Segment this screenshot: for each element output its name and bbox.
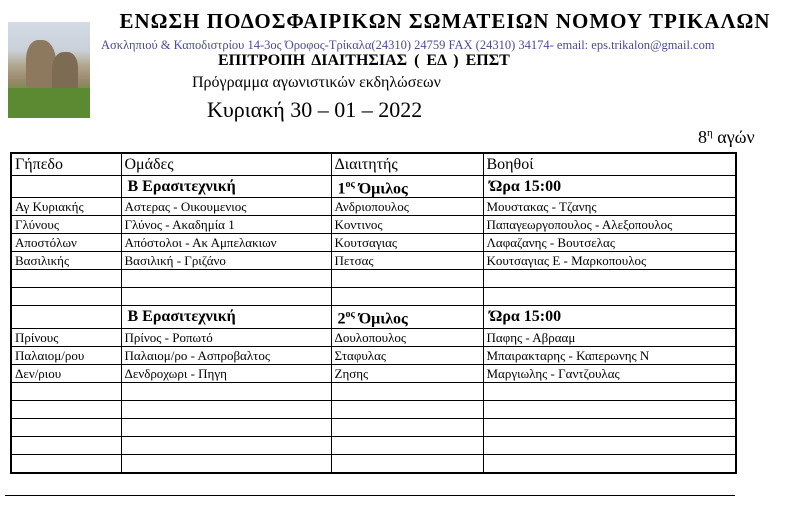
table-row xyxy=(11,216,736,234)
table-row xyxy=(11,328,736,346)
assistants-cell: Μουστακας - Τζανης xyxy=(483,198,736,216)
group-number: 1 xyxy=(337,180,346,198)
assistants-cell: Μαργιωλης - Γαντζουλας xyxy=(483,364,736,382)
empty-row xyxy=(11,400,736,418)
table-row xyxy=(11,364,736,382)
committee-name: ΕΠΙΤΡΟΠΗ ΔΙΑΙΤΗΣΙΑΣ ( ΕΔ ) ΕΠΣΤ xyxy=(218,52,510,69)
col-header-teams: Ομάδες xyxy=(121,153,331,176)
referee-cell: Πετσας xyxy=(331,252,483,270)
group-time: Ώρα 15:00 xyxy=(483,176,736,198)
teams-cell: Απόστολοι - Ακ Αμπελακιων xyxy=(121,234,331,252)
federation-address: Ασκληπιού & Καποδιστρίου 14-3ος Όροφος-Τρίκαλα(24310) 24759 FAX (24310) 34174- email: eps.trikalon@gmail.com xyxy=(101,38,715,52)
referee-cell: Σταφυλας xyxy=(331,346,483,364)
empty-row xyxy=(11,436,736,454)
col-header-venue: Γήπεδο xyxy=(11,153,121,176)
group-empty-cell xyxy=(11,176,121,198)
meteora-photo xyxy=(8,22,90,118)
table-row xyxy=(11,234,736,252)
group-suffix: ος xyxy=(345,179,355,190)
assistants-cell: Λαφαζανης - Βουτσελας xyxy=(483,234,736,252)
referee-cell: Κουτσαγιας xyxy=(331,234,483,252)
group-division: Β Ερασιτεχνική xyxy=(121,176,331,198)
col-header-referee: Διαιτητής xyxy=(331,153,483,176)
group-header-row xyxy=(11,176,736,198)
referee-cell: Κοντινος xyxy=(331,216,483,234)
table-row xyxy=(11,346,736,364)
teams-cell: Παλαιομ/ρο - Ασπροβαλτος xyxy=(121,346,331,364)
match-date: Κυριακή 30 – 01 – 2022 xyxy=(207,97,423,122)
venue-cell: Αποστόλων xyxy=(11,234,121,252)
teams-cell: Πρίνος - Ροπωτό xyxy=(121,328,331,346)
group-division: Β Ερασιτεχνική xyxy=(121,306,331,328)
photo-vegetation xyxy=(8,88,90,118)
round-word: αγών xyxy=(717,127,755,147)
venue-cell: Αγ Κυριακής xyxy=(11,198,121,216)
venue-cell: Δεν/ριου xyxy=(11,364,121,382)
assistants-cell: Μπαιρακταρης - Καπερωνης Ν xyxy=(483,346,736,364)
assistants-cell: Παφης - Αβρααμ xyxy=(483,328,736,346)
venue-cell: Γλύνους xyxy=(11,216,121,234)
group-header-row xyxy=(11,306,736,328)
round-suffix: η xyxy=(707,127,713,139)
empty-row xyxy=(11,288,736,306)
program-heading: Πρόγραμμα αγωνιστικών εκδηλώσεων xyxy=(192,74,441,91)
table-row xyxy=(11,198,736,216)
teams-cell: Αστερας - Οικουμενιος xyxy=(121,198,331,216)
col-header-assistants: Βοηθοί xyxy=(483,153,736,176)
round-number: 8 xyxy=(698,127,707,147)
empty-row xyxy=(11,270,736,288)
photo-rock-right xyxy=(52,52,78,90)
assistants-cell: Παπαγεωργοπουλος - Αλεξοπουλος xyxy=(483,216,736,234)
round-label xyxy=(698,127,755,148)
teams-cell: Γλύνος - Ακαδημία 1 xyxy=(121,216,331,234)
referee-cell: Ζησης xyxy=(331,364,483,382)
teams-cell: Βασιλική - Γριζάνο xyxy=(121,252,331,270)
table-row xyxy=(11,252,736,270)
referee-cell: Ανδριοπουλος xyxy=(331,198,483,216)
venue-cell: Πρίνους xyxy=(11,328,121,346)
group-suffix: ος xyxy=(345,309,355,321)
teams-cell: Δενδροχωρι - Πηγη xyxy=(121,364,331,382)
group-time: Ώρα 15:00 xyxy=(483,306,736,328)
empty-row xyxy=(11,382,736,400)
group-number: 2 xyxy=(337,310,346,328)
bottom-rule xyxy=(5,495,735,496)
table-header-row xyxy=(11,153,736,176)
venue-cell: Βασιλικής xyxy=(11,252,121,270)
referee-cell: Δουλοπουλος xyxy=(331,328,483,346)
empty-row xyxy=(11,418,736,436)
assistants-cell: Κουτσαγιας Ε - Μαρκοπουλος xyxy=(483,252,736,270)
federation-title: ΕΝΩΣΗ ΠΟΔΟΣΦΑΙΡΙΚΩΝ ΣΩΜΑΤΕΙΩΝ ΝΟΜΟΥ ΤΡΙΚΑΛΩΝ xyxy=(119,9,771,33)
group-label xyxy=(331,306,483,328)
group-word: Όμιλος xyxy=(358,180,408,198)
venue-cell: Παλαιομ/ρου xyxy=(11,346,121,364)
empty-row xyxy=(11,454,736,473)
schedule-table xyxy=(10,152,737,474)
group-empty-cell xyxy=(11,306,121,328)
group-label xyxy=(331,176,483,198)
group-word: Όμιλος xyxy=(358,310,408,328)
